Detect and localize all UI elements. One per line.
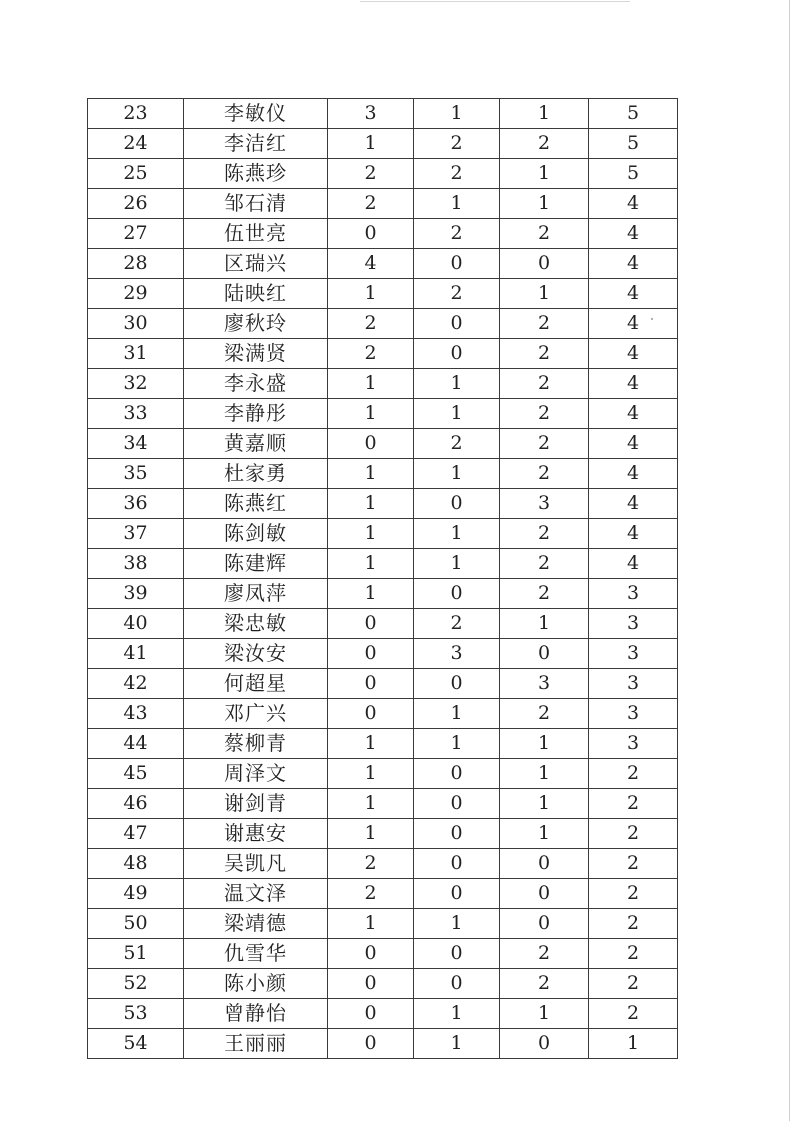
table-row (88, 999, 678, 1029)
row-number-cell: 30 (88, 309, 184, 339)
total-cell: 1 (589, 1029, 678, 1059)
score-b-cell: 1 (414, 459, 500, 489)
row-number-cell: 40 (88, 609, 184, 639)
name-cell: 陈燕红 (184, 489, 328, 519)
table-row (88, 249, 678, 279)
total-cell: 4 (589, 279, 678, 309)
table-row (88, 909, 678, 939)
name-cell: 蔡柳青 (184, 729, 328, 759)
table-row (88, 369, 678, 399)
table-row (88, 609, 678, 639)
score-c-cell: 1 (500, 819, 589, 849)
name-cell: 王丽丽 (184, 1029, 328, 1059)
score-b-cell: 0 (414, 879, 500, 909)
row-number-cell: 37 (88, 519, 184, 549)
total-cell: 3 (589, 579, 678, 609)
score-b-cell: 0 (414, 669, 500, 699)
score-c-cell: 1 (500, 999, 589, 1029)
score-a-cell: 2 (328, 309, 414, 339)
name-cell: 杜家勇 (184, 459, 328, 489)
scan-edge-top (360, 1, 630, 2)
score-a-cell: 0 (328, 939, 414, 969)
row-number-cell: 42 (88, 669, 184, 699)
row-number-cell: 25 (88, 159, 184, 189)
scan-edge-right (789, 0, 790, 1121)
score-a-cell: 1 (328, 519, 414, 549)
name-cell: 曾静怡 (184, 999, 328, 1029)
score-b-cell: 0 (414, 939, 500, 969)
score-c-cell: 2 (500, 369, 589, 399)
score-a-cell: 1 (328, 789, 414, 819)
score-c-cell: 2 (500, 219, 589, 249)
row-number-cell: 51 (88, 939, 184, 969)
score-b-cell: 0 (414, 969, 500, 999)
table-row (88, 309, 678, 339)
score-c-cell: 1 (500, 279, 589, 309)
row-number-cell: 31 (88, 339, 184, 369)
score-a-cell: 3 (328, 99, 414, 129)
total-cell: 4 (589, 519, 678, 549)
name-cell: 梁汝安 (184, 639, 328, 669)
score-table-body (88, 99, 678, 1059)
score-b-cell: 0 (414, 849, 500, 879)
name-cell: 陈燕珍 (184, 159, 328, 189)
name-cell: 陆映红 (184, 279, 328, 309)
row-number-cell: 48 (88, 849, 184, 879)
total-cell: 2 (589, 999, 678, 1029)
name-cell: 仇雪华 (184, 939, 328, 969)
score-a-cell: 0 (328, 669, 414, 699)
score-a-cell: 2 (328, 159, 414, 189)
table-row (88, 759, 678, 789)
table-row (88, 429, 678, 459)
name-cell: 陈建辉 (184, 549, 328, 579)
total-cell: 5 (589, 99, 678, 129)
score-c-cell: 1 (500, 159, 589, 189)
score-a-cell: 2 (328, 879, 414, 909)
total-cell: 4 (589, 429, 678, 459)
score-b-cell: 1 (414, 909, 500, 939)
total-cell: 2 (589, 849, 678, 879)
score-a-cell: 0 (328, 1029, 414, 1059)
score-c-cell: 1 (500, 189, 589, 219)
score-c-cell: 2 (500, 699, 589, 729)
score-b-cell: 1 (414, 729, 500, 759)
score-c-cell: 1 (500, 789, 589, 819)
row-number-cell: 29 (88, 279, 184, 309)
score-b-cell: 0 (414, 249, 500, 279)
total-cell: 4 (589, 189, 678, 219)
score-c-cell: 3 (500, 669, 589, 699)
total-cell: 4 (589, 459, 678, 489)
total-cell: 3 (589, 639, 678, 669)
row-number-cell: 49 (88, 879, 184, 909)
table-row (88, 279, 678, 309)
score-b-cell: 2 (414, 159, 500, 189)
score-c-cell: 3 (500, 489, 589, 519)
total-cell: 5 (589, 159, 678, 189)
score-b-cell: 3 (414, 639, 500, 669)
name-cell: 陈剑敏 (184, 519, 328, 549)
total-cell: 3 (589, 669, 678, 699)
score-c-cell: 0 (500, 909, 589, 939)
score-a-cell: 1 (328, 729, 414, 759)
score-b-cell: 1 (414, 519, 500, 549)
table-row (88, 939, 678, 969)
row-number-cell: 27 (88, 219, 184, 249)
score-a-cell: 0 (328, 219, 414, 249)
row-number-cell: 28 (88, 249, 184, 279)
score-c-cell: 2 (500, 309, 589, 339)
score-c-cell: 1 (500, 99, 589, 129)
name-cell: 邹石清 (184, 189, 328, 219)
table-row (88, 159, 678, 189)
name-cell: 梁满贤 (184, 339, 328, 369)
score-b-cell: 0 (414, 579, 500, 609)
row-number-cell: 38 (88, 549, 184, 579)
score-c-cell: 2 (500, 129, 589, 159)
score-c-cell: 2 (500, 339, 589, 369)
score-b-cell: 1 (414, 699, 500, 729)
score-c-cell: 0 (500, 849, 589, 879)
name-cell: 陈小颜 (184, 969, 328, 999)
score-b-cell: 1 (414, 999, 500, 1029)
total-cell: 2 (589, 939, 678, 969)
total-cell: 4 (589, 369, 678, 399)
score-c-cell: 2 (500, 939, 589, 969)
table-row (88, 729, 678, 759)
score-c-cell: 2 (500, 519, 589, 549)
total-cell: 4 (589, 249, 678, 279)
score-c-cell: 0 (500, 879, 589, 909)
score-c-cell: 2 (500, 399, 589, 429)
score-b-cell: 0 (414, 789, 500, 819)
total-cell: 3 (589, 699, 678, 729)
table-row (88, 879, 678, 909)
score-b-cell: 1 (414, 549, 500, 579)
score-a-cell: 2 (328, 849, 414, 879)
score-a-cell: 0 (328, 999, 414, 1029)
total-cell: 4 (589, 219, 678, 249)
row-number-cell: 53 (88, 999, 184, 1029)
name-cell: 区瑞兴 (184, 249, 328, 279)
score-a-cell: 1 (328, 459, 414, 489)
row-number-cell: 52 (88, 969, 184, 999)
total-cell: 3 (589, 729, 678, 759)
score-a-cell: 2 (328, 339, 414, 369)
score-b-cell: 0 (414, 339, 500, 369)
score-a-cell: 1 (328, 369, 414, 399)
table-row (88, 489, 678, 519)
score-c-cell: 2 (500, 459, 589, 489)
total-cell: 4 (589, 549, 678, 579)
table-row (88, 1029, 678, 1059)
score-b-cell: 2 (414, 219, 500, 249)
name-cell: 温文泽 (184, 879, 328, 909)
score-a-cell: 1 (328, 909, 414, 939)
total-cell: 3 (589, 609, 678, 639)
score-c-cell: 1 (500, 729, 589, 759)
row-number-cell: 24 (88, 129, 184, 159)
row-number-cell: 54 (88, 1029, 184, 1059)
row-number-cell: 43 (88, 699, 184, 729)
total-cell: 4 (589, 309, 678, 339)
row-number-cell: 39 (88, 579, 184, 609)
row-number-cell: 44 (88, 729, 184, 759)
total-cell: 4 (589, 489, 678, 519)
score-a-cell: 0 (328, 699, 414, 729)
table-row (88, 819, 678, 849)
table-row (88, 399, 678, 429)
score-a-cell: 1 (328, 129, 414, 159)
row-number-cell: 33 (88, 399, 184, 429)
table-row (88, 969, 678, 999)
score-b-cell: 0 (414, 759, 500, 789)
name-cell: 谢惠安 (184, 819, 328, 849)
row-number-cell: 45 (88, 759, 184, 789)
total-cell: 5 (589, 129, 678, 159)
total-cell: 2 (589, 789, 678, 819)
row-number-cell: 34 (88, 429, 184, 459)
score-a-cell: 0 (328, 639, 414, 669)
total-cell: 2 (589, 969, 678, 999)
score-a-cell: 0 (328, 609, 414, 639)
score-c-cell: 0 (500, 1029, 589, 1059)
score-b-cell: 1 (414, 1029, 500, 1059)
score-c-cell: 1 (500, 609, 589, 639)
name-cell: 伍世亮 (184, 219, 328, 249)
score-a-cell: 1 (328, 279, 414, 309)
score-c-cell: 2 (500, 429, 589, 459)
table-row (88, 459, 678, 489)
total-cell: 2 (589, 819, 678, 849)
name-cell: 李敏仪 (184, 99, 328, 129)
table-row (88, 189, 678, 219)
score-c-cell: 1 (500, 759, 589, 789)
row-number-cell: 36 (88, 489, 184, 519)
score-a-cell: 0 (328, 969, 414, 999)
row-number-cell: 46 (88, 789, 184, 819)
score-b-cell: 2 (414, 129, 500, 159)
score-c-cell: 2 (500, 579, 589, 609)
row-number-cell: 26 (88, 189, 184, 219)
table-row (88, 99, 678, 129)
table-row (88, 129, 678, 159)
score-b-cell: 2 (414, 609, 500, 639)
score-b-cell: 0 (414, 819, 500, 849)
score-a-cell: 4 (328, 249, 414, 279)
table-row (88, 519, 678, 549)
table-row (88, 699, 678, 729)
row-number-cell: 32 (88, 369, 184, 399)
table-row (88, 639, 678, 669)
name-cell: 廖凤萍 (184, 579, 328, 609)
score-a-cell: 1 (328, 399, 414, 429)
score-a-cell: 1 (328, 549, 414, 579)
name-cell: 何超星 (184, 669, 328, 699)
table-row (88, 579, 678, 609)
score-a-cell: 2 (328, 189, 414, 219)
table-row (88, 669, 678, 699)
name-cell: 李永盛 (184, 369, 328, 399)
table-row (88, 849, 678, 879)
row-number-cell: 23 (88, 99, 184, 129)
score-a-cell: 1 (328, 489, 414, 519)
total-cell: 4 (589, 339, 678, 369)
score-table (87, 98, 678, 1059)
score-b-cell: 1 (414, 189, 500, 219)
score-c-cell: 2 (500, 969, 589, 999)
score-a-cell: 1 (328, 759, 414, 789)
score-c-cell: 2 (500, 549, 589, 579)
score-a-cell: 1 (328, 579, 414, 609)
score-b-cell: 1 (414, 99, 500, 129)
score-b-cell: 0 (414, 489, 500, 519)
total-cell: 2 (589, 759, 678, 789)
total-cell: 2 (589, 909, 678, 939)
total-cell: 4 (589, 399, 678, 429)
table-row (88, 339, 678, 369)
table-row (88, 549, 678, 579)
score-c-cell: 0 (500, 639, 589, 669)
score-b-cell: 2 (414, 279, 500, 309)
name-cell: 李静彤 (184, 399, 328, 429)
name-cell: 吴凯凡 (184, 849, 328, 879)
name-cell: 廖秋玲 (184, 309, 328, 339)
table-row (88, 219, 678, 249)
row-number-cell: 41 (88, 639, 184, 669)
score-c-cell: 0 (500, 249, 589, 279)
score-b-cell: 0 (414, 309, 500, 339)
row-number-cell: 35 (88, 459, 184, 489)
name-cell: 黄嘉顺 (184, 429, 328, 459)
total-cell: 2 (589, 879, 678, 909)
score-b-cell: 1 (414, 399, 500, 429)
name-cell: 梁忠敏 (184, 609, 328, 639)
name-cell: 邓广兴 (184, 699, 328, 729)
name-cell: 谢剑青 (184, 789, 328, 819)
name-cell: 李洁红 (184, 129, 328, 159)
score-b-cell: 1 (414, 369, 500, 399)
score-a-cell: 0 (328, 429, 414, 459)
row-number-cell: 50 (88, 909, 184, 939)
score-b-cell: 2 (414, 429, 500, 459)
name-cell: 梁靖德 (184, 909, 328, 939)
row-number-cell: 47 (88, 819, 184, 849)
table-row (88, 789, 678, 819)
score-a-cell: 1 (328, 819, 414, 849)
name-cell: 周泽文 (184, 759, 328, 789)
